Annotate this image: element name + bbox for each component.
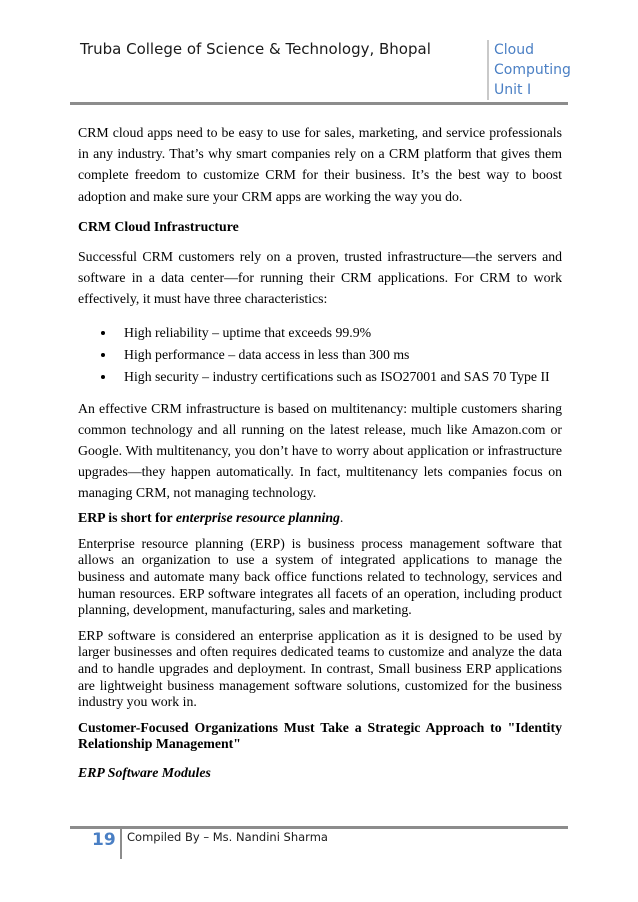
course-label: [494, 40, 594, 100]
institution-name: Truba College of Science & Technology, Bhopal: [80, 40, 431, 58]
characteristics-list: [78, 322, 562, 388]
paragraph-multitenancy: An effective CRM infrastructure is based on multitenancy: multiple customers sharing common technology and all running on the latest release, much like Amazon.com or Google. With multitenancy, you don’t have to worry about application or infrastructure upgrades—they happen automatically. In fact, multitenancy lets companies focus on managing CRM, not managing technology.: [78, 400, 562, 501]
heading-crm-infrastructure: CRM Cloud Infrastructure: [78, 218, 239, 234]
heading-customer-focused: Customer-Focused Organizations Must Take a Strategic Approach to "Identity Relationship Management": [78, 719, 562, 752]
erp-heading-prefix: ERP is short for: [78, 509, 176, 525]
footer-rule: [70, 826, 568, 829]
erp-heading-suffix: .: [339, 509, 344, 525]
heading-erp-modules: ERP Software Modules: [78, 764, 211, 780]
paragraph-erp-enterprise: ERP software is considered an enterprise application as it is designed to be used by larger businesses and often requires dedicated teams to customize and analyze the data and to handle upgrades and deployment. In contrast, Small business ERP applications are lightweight business management software solutions, customized for the business industry you work in.: [78, 627, 562, 710]
list-item: • High reliability – uptime that exceeds 99.9%: [116, 322, 562, 344]
course-line-3: Unit I: [494, 82, 532, 98]
header-rule: [70, 102, 568, 105]
erp-heading-emphasis: enterprise resource planning: [175, 509, 340, 525]
page-number: 19: [92, 830, 116, 850]
course-line-1: Cloud: [494, 42, 534, 58]
page-content: [78, 122, 562, 782]
course-line-2: Computing: [494, 62, 571, 78]
header-divider: [487, 40, 489, 100]
list-item: • High security – industry certifications such as ISO27001 and SAS 70 Type II: [116, 366, 562, 388]
paragraph-infrastructure: Successful CRM customers rely on a proven, trusted infrastructure—the servers and software in a data center—for running their CRM applications. For CRM to work effectively, it must have three characteristics:: [78, 249, 562, 307]
paragraph-erp-overview: Enterprise resource planning (ERP) is business process management software that allows an organization to use a system of integrated applications to manage the business and automate many back office functions related to technology, services and human resources. ERP software integrates all facets of an operation, including product planning, development, manufacturing, sales and marketing.: [78, 535, 562, 618]
compiled-by: Compiled By – Ms. Nandini Sharma: [127, 830, 328, 844]
list-item: • High performance – data access in less than 300 ms: [116, 344, 562, 366]
heading-erp-definition: [78, 507, 562, 528]
footer-divider: [120, 829, 122, 859]
paragraph-crm-apps: CRM cloud apps need to be easy to use for sales, marketing, and service professionals in any industry. That’s why smart companies rely on a CRM platform that gives them complete freedom to customize CRM for their business. It’s the best way to boost adoption and make sure your CRM apps are working the way you do.: [78, 125, 562, 204]
